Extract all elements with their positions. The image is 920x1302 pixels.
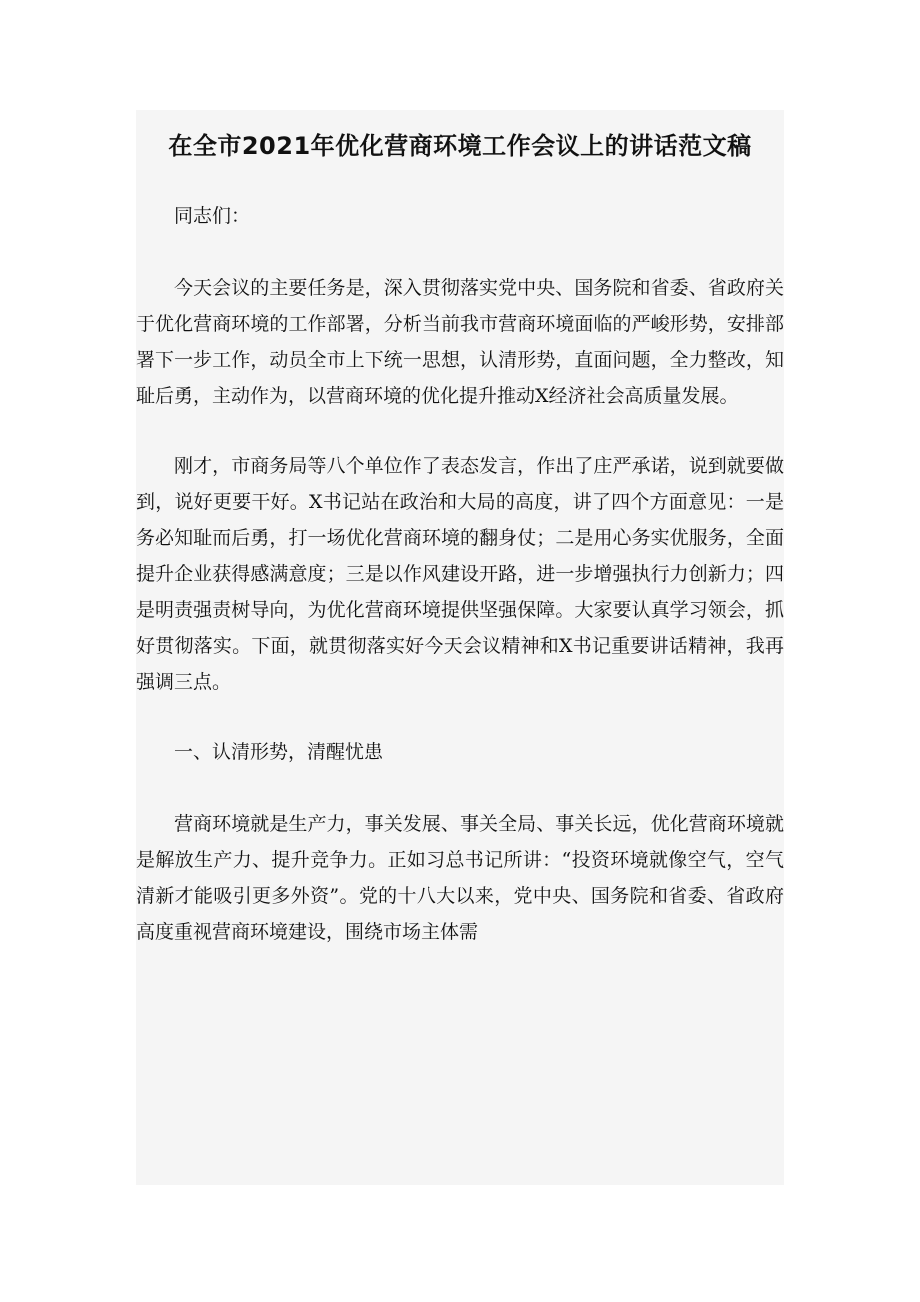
body-paragraph: 营商环境就是生产力，事关发展、事关全局、事关长远，优化营商环境就是解放生产力、提升竞争力。正如习总书记所讲：“投资环境就像空气，空气清新才能吸引更多外资”。党的十八大以来，党中央、国务院和省委、省政府高度重视营商环境建设，围绕市场主体需 [136,813,784,943]
document-page [136,110,784,1185]
salutation: 同志们： [174,205,251,227]
section-heading: 一、认清形势，清醒忧患 [174,741,384,763]
body-paragraph: 今天会议的主要任务是，深入贯彻落实党中央、国务院和省委、省政府关于优化营商环境的工作部署，分析当前我市营商环境面临的严峻形势，安排部署下一步工作，动员全市上下统一思想，认清形势，直面问题，全力整改，知耻后勇，主动作为，以营商环境的优化提升推动X经济社会高质量发展。 [136,277,784,407]
document-title: 在全市2021年优化营商环境工作会议上的讲话范文稿 [168,132,752,160]
body-paragraph: 刚才，市商务局等八个单位作了表态发言，作出了庄严承诺，说到就要做到，说好更要干好。X书记站在政治和大局的高度，讲了四个方面意见：一是务必知耻而后勇，打一场优化营商环境的翻身仗；二是用心务实优服务，全面提升企业获得感满意度；三是以作风建设开路，进一步增强执行力创新力；四是明责强责树导向，为优化营商环境提供坚强保障。大家要认真学习领会，抓好贯彻落实。下面，就贯彻落实好今天会议精神和X书记重要讲话精神，我再强调三点。 [136,455,784,693]
